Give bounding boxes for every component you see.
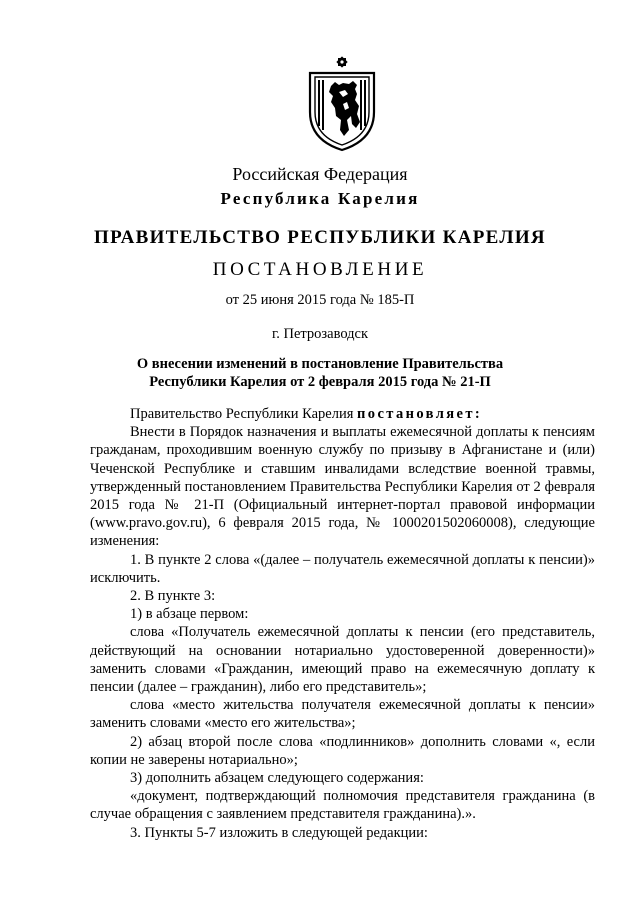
body-paragraph: слова «Получатель ежемесячной доплаты к пенсии (его представитель, действующий на основании нотариально удостоверенной доверенности)» заменить словами «Гражданин, имеющий право на ежемесячную доплату к пенсии (далее – гражданин), либо его представитель»; [90, 624, 595, 696]
body-paragraph: «документ, подтверждающий полномочия представителя гражданина (в случае обращения с заявлением представителя гражданина).». [90, 788, 595, 823]
body-paragraph: 2) абзац второй после слова «подлинников» дополнить словами «, если копии не заверены нотариально»; [90, 733, 595, 768]
body-paragraph: 3) дополнить абзацем следующего содержания: [130, 770, 424, 787]
karelia-coat-of-arms-icon [305, 56, 379, 152]
intro-text: Правительство Республики Карелия [130, 406, 358, 422]
intro-paragraph [90, 405, 595, 423]
title-line: Республики Карелия от 2 февраля 2015 года № 21-П [149, 374, 491, 390]
republic-heading: Республика Карелия [220, 189, 420, 208]
date-and-number: от 25 июня 2015 года № 185-П [225, 292, 415, 308]
government-heading: ПРАВИТЕЛЬСТВО РЕСПУБЛИКИ КАРЕЛИЯ [94, 227, 546, 248]
city: г. Петрозаводск [271, 326, 369, 342]
body-paragraph: 1. В пункте 2 слова «(далее – получатель ежемесячной доплаты к пенсии)» исключить. [90, 551, 595, 586]
body-paragraph: слова «место жительства получателя ежемесячной доплаты к пенсии» заменить словами «место его жительства»; [90, 697, 595, 732]
body-paragraph: 3. Пункты 5-7 изложить в следующей редакции: [130, 824, 428, 841]
body-paragraph: 2. В пункте 3: [130, 588, 216, 605]
intro-verb: постановляет: [357, 406, 483, 422]
document-title [0, 355, 640, 391]
document-type-heading: ПОСТАНОВЛЕНИЕ [212, 259, 428, 280]
document-body [90, 405, 595, 842]
body-paragraph: Внести в Порядок назначения и выплаты ежемесячной доплаты к пенсиям гражданам, проходившим военную службу по призыву в Афганистане и (или) Чеченской Республике и ставшим инвалидами вследствие военной травмы, утвержденный постановлением Правительства Республики Карелия от 2 февраля 2015 года № 21-П (Официальный интернет-портал правовой информации (www.pravo.gov.ru), 6 февраля 2015 года, № 1000201502060008), следующие изменения: [90, 424, 595, 550]
body-paragraph: 1) в абзаце первом: [130, 606, 249, 623]
title-line: О внесении изменений в постановление Правительства [136, 356, 504, 372]
federation-heading: Российская Федерация [232, 164, 408, 184]
